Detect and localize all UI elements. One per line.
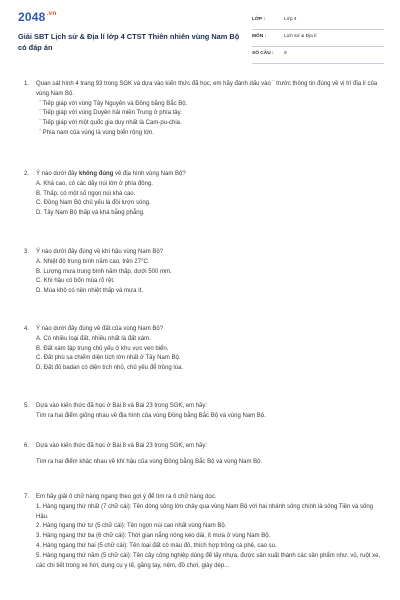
meta-value: Lớp 4 xyxy=(284,17,297,22)
option: ¨ Tiếp giáp với vùng Duyên hải miền Trung ở phía tây. xyxy=(39,110,182,117)
option: A. Nhiệt độ trung bình năm cao, trên 27°C. xyxy=(36,258,150,265)
option: C. Đồng Nam Bộ chủ yếu là đồi lượn sóng. xyxy=(36,200,151,207)
meta-label: MÔN : xyxy=(252,34,267,39)
question-text: Dựa vào kiến thức đã học ở Bài 8 và Bài 23 trong SGK, em hãy: xyxy=(36,443,208,449)
option: B. Đất xám tập trung chủ yếu ở khu vực ven biển. xyxy=(36,345,169,352)
option: D. Tây Nam Bộ thấp và khá bằng phẳng. xyxy=(36,210,145,217)
meta-value: Lịch sử & Địa lí xyxy=(284,34,317,39)
option: 3. Hàng ngang thứ ba (6 chữ cái): Thời gian nắng nóng kéo dài, ít mưa ở vùng Nam Bộ. xyxy=(36,533,271,540)
document-meta xyxy=(252,13,384,64)
question-text: Dựa vào kiến thức đã học ở Bài 8 và Bài 23 trong SGK, em hãy: xyxy=(36,403,208,409)
question-text: Em hãy giải ô chữ hàng ngang theo gợi ý để tìm ra ô chữ hàng dọc. xyxy=(36,494,217,500)
option: Tìm ra hai điểm giống nhau về địa hình của vùng Đồng bằng Bắc Bộ và vùng Nam Bộ. xyxy=(36,412,266,419)
option: A. Khá cao, có các dãy núi lớn ở phía đông. xyxy=(36,180,153,187)
option: Tìm ra hai điểm khác nhau về khí hậu của vùng Đồng bằng Bắc Bộ và vùng Nam Bộ. xyxy=(36,458,263,465)
document-header xyxy=(0,0,400,72)
site-logo[interactable] xyxy=(18,10,57,24)
option: D. Mùa khô có nền nhiệt thấp và mưa ít. xyxy=(36,288,144,295)
question-text-part: về địa hình vùng Nam Bộ? xyxy=(113,171,186,177)
document-title: Giải SBT Lịch sử & Địa lí lớp 4 CTST Thiên nhiên vùng Nam Bộ có đáp án xyxy=(18,32,240,52)
question-body xyxy=(36,402,384,422)
question-body xyxy=(36,80,384,139)
question-number: 5. xyxy=(24,403,30,409)
meta-label: LỚP : xyxy=(252,17,266,22)
logo-suffix: .vn xyxy=(46,10,57,17)
logo-main: 2048 xyxy=(18,10,46,24)
option: A. Có nhiều loại đất, nhiều nhất là đất xám. xyxy=(36,335,151,342)
option: B. Lượng mưa trung bình năm thấp, dưới 500 mm. xyxy=(36,268,172,275)
question-number: 4. xyxy=(24,326,30,332)
question-text-part: Ý nào dưới đây xyxy=(36,171,79,177)
option: B. Thấp, có một số ngọn núi khá cao. xyxy=(36,190,136,197)
option: ¨ Phía nam của vùng là vùng biển rộng lớn. xyxy=(39,129,155,136)
option: C. Khí hậu có bốn mùa rõ rệt. xyxy=(36,278,115,285)
option: ¨ Tiếp giáp với vùng Tây Nguyên và Đồng bằng Bắc Bộ. xyxy=(39,100,188,107)
option: 2. Hàng ngang thứ tư (5 chữ cái): Tên ngọn núi cao nhất vùng Nam Bộ. xyxy=(36,523,227,530)
option: D. Đất đỏ badan có diện tích nhỏ, chủ yếu để trồng lúa. xyxy=(36,365,184,372)
question-text: Ý nào dưới đây đúng về khí hậu vùng Nam Bộ? xyxy=(36,249,164,255)
question-text-emphasis: không đúng xyxy=(78,171,114,177)
meta-row-grade xyxy=(252,13,384,30)
meta-value: 9 xyxy=(284,51,287,56)
meta-label: SỐ CÂU : xyxy=(252,51,274,56)
question-body xyxy=(36,493,384,571)
meta-row-subject xyxy=(252,30,384,47)
meta-row-count xyxy=(252,47,384,64)
option: 1. Hàng ngang thứ nhất (7 chữ cái): Tên dòng sông lớn chảy qua vùng Nam Bộ với hai nhánh sông chính là sông Tiền và sông Hậu. xyxy=(36,503,374,520)
question-number: 1. xyxy=(24,81,30,87)
question-number: 7. xyxy=(24,494,30,500)
question-text xyxy=(36,170,384,180)
question-number: 3. xyxy=(24,249,30,255)
option: 4. Hàng ngang thứ hai (5 chữ cái): Tên loại đất có màu đỏ, thích hợp trồng cà phê, cao su. xyxy=(36,542,277,549)
question-number: 2. xyxy=(24,171,30,177)
question-body xyxy=(36,442,384,468)
option: ¨ Tiếp giáp với một quốc gia duy nhất là Cam-pu-chia. xyxy=(39,120,182,127)
option: C. Đất phù sa chiếm diện tích lớn nhất ở Tây Nam Bộ. xyxy=(36,355,181,362)
option: 5. Hàng ngang thứ năm (5 chữ cái): Tên cây công nghiệp dùng để lấy nhựa, được sản xuất thành các sản phẩm như: vỏ, ruột xe, các chi tiết trong xe hơi, dụng cụ y tế, găng tay, nệm, đồ chơi, giày dép... xyxy=(36,552,381,569)
question-text: Quan sát hình 4 trang 93 trong SGK và dựa vào kiến thức đã học, em hãy đánh dấu vào ¨ trước thông tin đúng về vị trí địa lí của vùng Nam Bộ. xyxy=(36,81,378,97)
question-body xyxy=(36,248,384,297)
question-number: 6. xyxy=(24,443,30,449)
question-body xyxy=(36,325,384,374)
question-text: Ý nào dưới đây đúng về đất của vùng Nam Bộ? xyxy=(36,326,164,332)
question-body xyxy=(36,170,384,219)
